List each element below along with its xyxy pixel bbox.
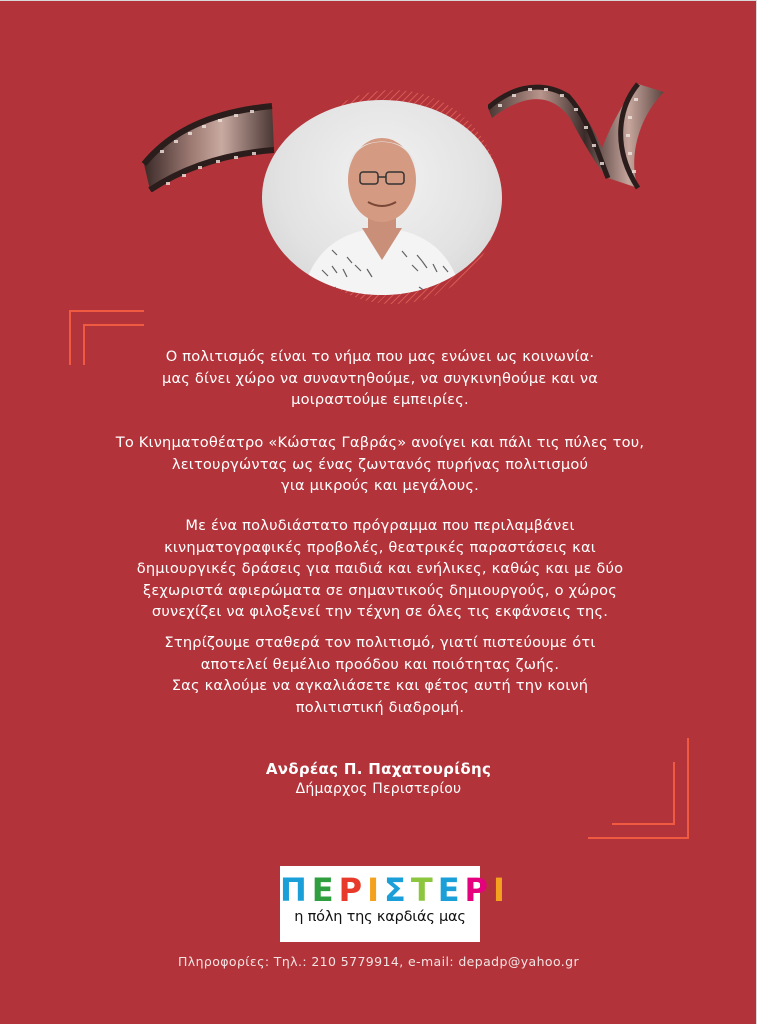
logo-wordmark bbox=[280, 871, 510, 909]
signature-name: Ανδρέας Π. Παχατουρίδης bbox=[265, 760, 492, 778]
text-line: Στηρίζουμε σταθερά τον πολιτισμό, γιατί πιστεύουμε ότι bbox=[164, 634, 596, 651]
logo-letter: Ι bbox=[367, 871, 384, 909]
logo-letter: Ρ bbox=[338, 871, 368, 909]
contact-info: Πληροφορίες: Τηλ.: 210 5779914, e-mail: depadp@yahoo.gr bbox=[177, 954, 580, 969]
logo-letter: Π bbox=[280, 871, 312, 909]
text-line: κινηματογραφικές προβολές, θεατρικές παραστάσεις και bbox=[164, 538, 596, 556]
text-line: Το Κινηματοθέατρο «Κώστας Γαβράς» ανοίγει και πάλι τις πύλες του, bbox=[115, 434, 645, 451]
film-strip-left bbox=[140, 92, 280, 192]
text-line: ξεχωριστά αφιερώματα σε σημαντικούς δημιουργούς, ο χώρος bbox=[143, 581, 617, 599]
text-line: συνεχίζει να φιλοξενεί την τέχνη σε όλες τις εκφάνσεις της. bbox=[151, 603, 609, 620]
text-line: δημιουργικές δράσεις για παιδιά και ενήλικες, καθώς και με δύο bbox=[136, 560, 624, 577]
text-line: Με ένα πολυδιάστατο πρόγραμμα που περιλαμβάνει bbox=[185, 517, 575, 534]
message-paragraph-2 bbox=[110, 432, 650, 497]
text-line: μοιραστούμε εμπειρίες. bbox=[291, 391, 469, 408]
film-strip-right bbox=[488, 78, 668, 196]
text-line: μας δίνει χώρο να συναντηθούμε, να συγκινηθούμε και να bbox=[161, 369, 599, 387]
text-line: Ο πολιτισμός είναι το νήμα που μας ενώνει ως κοινωνία· bbox=[165, 348, 595, 365]
person-illustration bbox=[262, 100, 502, 295]
logo-letter: Ε bbox=[437, 871, 465, 909]
text-line: λειτουργώντας ως ένας ζωντανός πυρήνας πολιτισμού bbox=[171, 455, 589, 473]
message-paragraph-3 bbox=[110, 515, 650, 623]
portrait-photo bbox=[262, 100, 502, 295]
peristeri-logo bbox=[280, 866, 510, 942]
logo-subtitle: η πόλη της καρδιάς μας bbox=[294, 909, 466, 925]
logo-letter: Ε bbox=[311, 871, 339, 909]
logo-letter: Ρ bbox=[464, 871, 493, 909]
text-line: πολιτιστική διαδρομή. bbox=[295, 698, 465, 716]
logo-letter: Ι bbox=[493, 871, 510, 909]
page-edge-top bbox=[0, 0, 757, 1]
message-paragraph-1 bbox=[110, 346, 650, 411]
signature-title: Δήμαρχος Περιστερίου bbox=[295, 781, 462, 797]
text-line: Σας καλούμε να αγκαλιάσετε και φέτος αυτή την κοινή bbox=[171, 677, 589, 694]
text-line: για μικρούς και μεγάλους. bbox=[281, 477, 479, 494]
text-line: αποτελεί θεμέλιο προόδου και ποιότητας ζωής. bbox=[200, 655, 560, 673]
message-paragraph-4 bbox=[110, 632, 650, 718]
logo-letter: Σ bbox=[384, 871, 411, 909]
logo-letter: Τ bbox=[410, 871, 438, 909]
